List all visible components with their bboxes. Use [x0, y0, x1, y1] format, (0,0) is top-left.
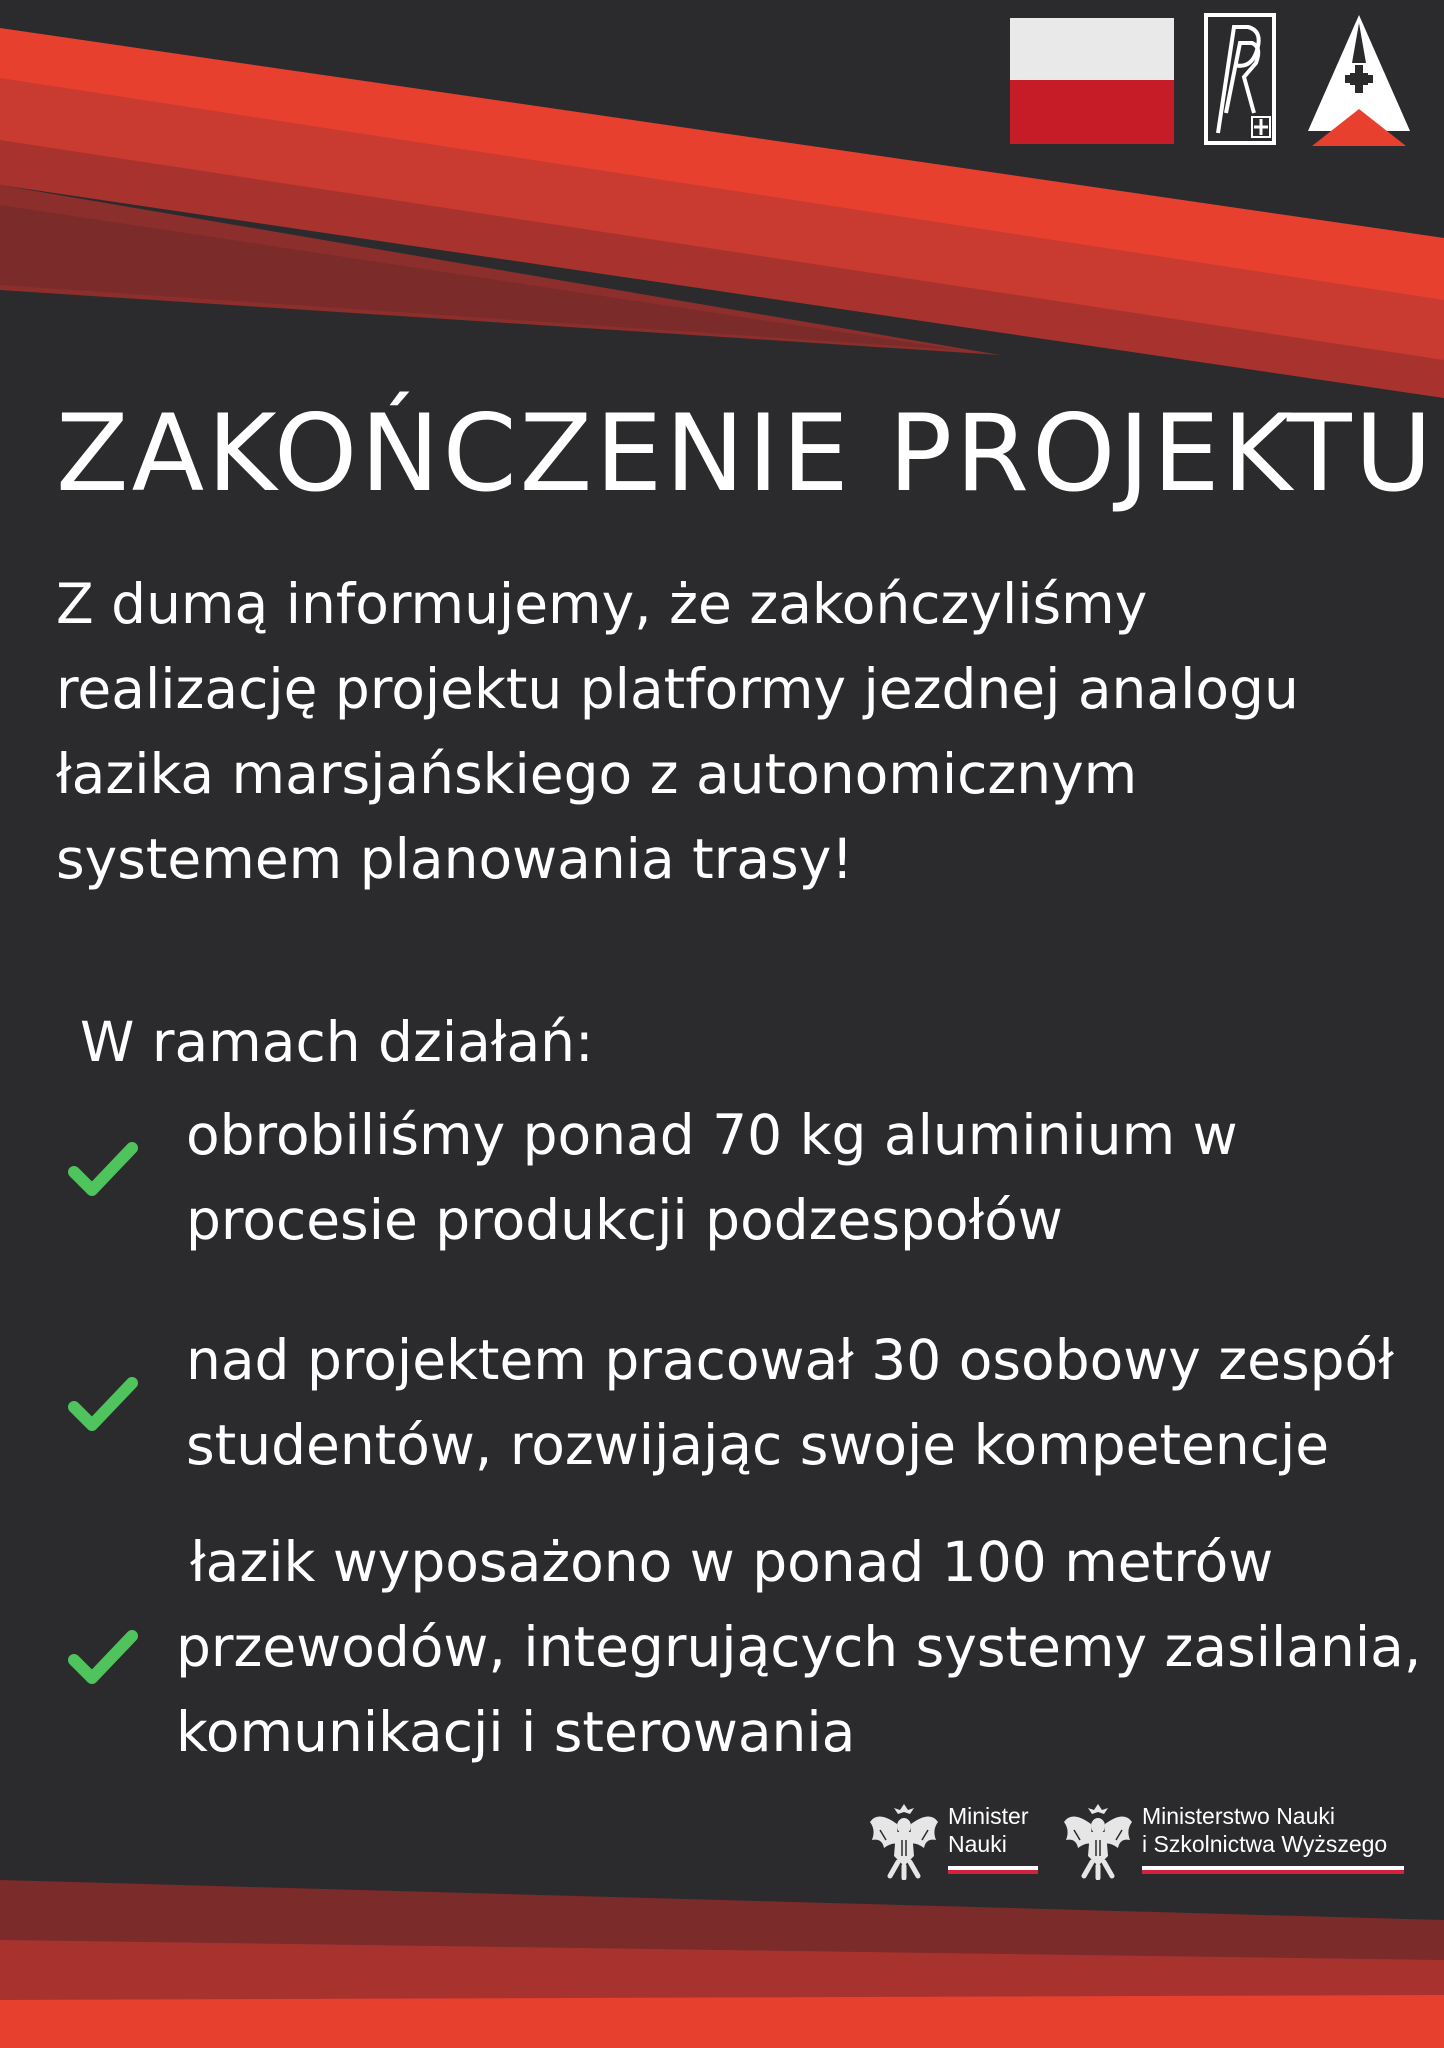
eagle-emblem-icon: [868, 1800, 940, 1880]
list-item-line: studentów, rozwijając swoje kompetencje: [186, 1413, 1330, 1477]
intro-line: Z dumą informujemy, że zakończyliśmy: [56, 572, 1148, 636]
polish-flag-icon: [1010, 18, 1174, 144]
list-item-line: procesie produkcji podzespołów: [186, 1188, 1063, 1252]
list-item-line: komunikacji i sterowania: [176, 1700, 856, 1764]
intro-paragraph: [56, 562, 1396, 902]
list-item-line: obrobiliśmy ponad 70 kg aluminium w: [186, 1103, 1238, 1167]
eagle-emblem-icon: [1062, 1800, 1134, 1880]
flag-bar: [1142, 1866, 1404, 1874]
minister-nauki-logo: [868, 1800, 1048, 1880]
list-item-line: łazik wyposażono w ponad 100 metrów: [190, 1530, 1274, 1594]
ministry-line: i Szkolnictwa Wyższego: [1142, 1831, 1388, 1857]
intro-line: systemem planowania trasy!: [56, 827, 854, 891]
pr-monogram-logo-icon: [1204, 13, 1276, 145]
triangle-cross-logo-icon: [1306, 13, 1412, 146]
intro-line: łazika marsjańskiego z autonomicznym: [56, 742, 1138, 806]
minister-line: Nauki: [948, 1831, 1007, 1857]
bottom-stripe-bright: [0, 1995, 1444, 2048]
ministerstwo-logo: [1062, 1800, 1412, 1880]
minister-line: Minister: [948, 1803, 1029, 1829]
flag-bar: [948, 1866, 1038, 1874]
intro-line: realizację projektu platformy jezdnej analogu: [56, 657, 1299, 721]
check-icon: [68, 1140, 138, 1200]
list-item-line: nad projektem pracował 30 osobowy zespół: [186, 1328, 1394, 1392]
list-item: [186, 1318, 1394, 1488]
list-item: [186, 1093, 1238, 1263]
section-heading: W ramach działań:: [80, 1010, 594, 1074]
ministry-line: Ministerstwo Nauki: [1142, 1803, 1335, 1829]
page-title: ZAKOŃCZENIE PROJEKTU: [56, 392, 1436, 515]
check-icon: [68, 1375, 138, 1435]
list-item-line: przewodów, integrujących systemy zasilania,: [176, 1615, 1422, 1679]
list-item: [176, 1520, 1421, 1775]
check-icon: [68, 1628, 138, 1688]
